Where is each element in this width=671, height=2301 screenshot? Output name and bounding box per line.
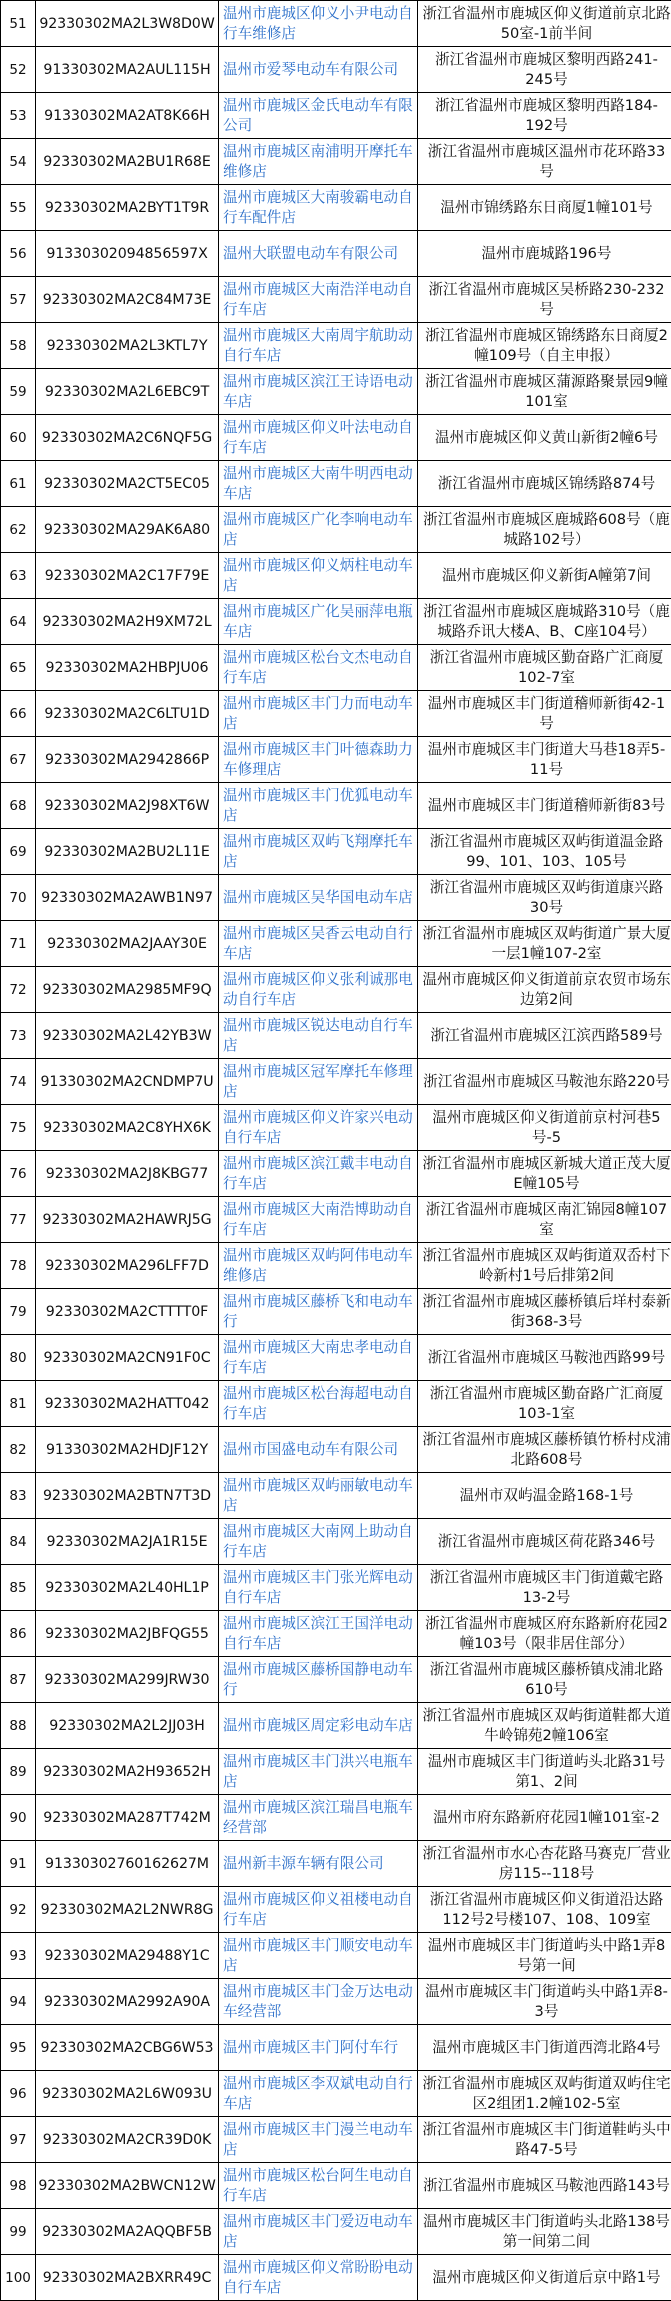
- address-cell: 温州市鹿城区仰义街道前京村河巷5号-5: [418, 1105, 671, 1151]
- table-row: [1, 1565, 671, 1611]
- table-row: [1, 185, 671, 231]
- credit-code-cell: 92330302MA2985MF9Q: [36, 967, 219, 1013]
- credit-code-cell: 92330302MA29488Y1C: [36, 1933, 219, 1979]
- address-cell: 浙江省温州市鹿城区勤奋路广汇商厦102-7室: [418, 645, 671, 691]
- business-name-cell: 温州市鹿城区丰门力而电动车店: [219, 691, 418, 737]
- row-number: 62: [1, 507, 36, 553]
- table-row: [1, 553, 671, 599]
- credit-code-cell: 91330302MA2HDJF12Y: [36, 1427, 219, 1473]
- address-cell: 浙江省温州市鹿城区鹿城路310号（鹿城路乔讯大楼A、B、C座104号）: [418, 599, 671, 645]
- business-name-cell: 温州市鹿城区丰门叶德森助力车修理店: [219, 737, 418, 783]
- business-name-cell: 温州市鹿城区藤桥飞和电动车行: [219, 1289, 418, 1335]
- business-name-cell: 温州市鹿城区仰义炳柱电动车店: [219, 553, 418, 599]
- table-row: [1, 1703, 671, 1749]
- credit-code-cell: 92330302MA2C84M73E: [36, 277, 219, 323]
- business-name-cell: 温州市鹿城区大南周宇航助动自行车店: [219, 323, 418, 369]
- credit-code-cell: 92330302MA2BWCN12W: [36, 2163, 219, 2209]
- business-name-cell: 温州市鹿城区藤桥国静电动车行: [219, 1657, 418, 1703]
- business-name-cell: 温州市鹿城区吴香云电动自行车店: [219, 921, 418, 967]
- credit-code-cell: 92330302MA2BYT1T9R: [36, 185, 219, 231]
- row-number: 52: [1, 47, 36, 93]
- address-cell: 温州市鹿城路196号: [418, 231, 671, 277]
- business-name-cell: 温州市爱琴电动车有限公司: [219, 47, 418, 93]
- row-number: 68: [1, 783, 36, 829]
- address-cell: 温州市鹿城区丰门街道稽师新街42-1号: [418, 691, 671, 737]
- table-row: [1, 1841, 671, 1887]
- row-number: 94: [1, 1979, 36, 2025]
- business-name-cell: 温州市鹿城区双屿阿伟电动车维修店: [219, 1243, 418, 1289]
- credit-code-cell: 92330302MA2L3W8D0W: [36, 1, 219, 47]
- address-cell: 温州市鹿城区丰门街道屿头北路31号第1、2间: [418, 1749, 671, 1795]
- table-row: [1, 277, 671, 323]
- table-row: [1, 2209, 671, 2255]
- address-cell: 浙江省温州市鹿城区勤奋路广汇商厦103-1室: [418, 1381, 671, 1427]
- row-number: 70: [1, 875, 36, 921]
- table-row: [1, 1105, 671, 1151]
- address-cell: 浙江省温州市鹿城区南汇锦园8幢107室: [418, 1197, 671, 1243]
- row-number: 73: [1, 1013, 36, 1059]
- credit-code-cell: 92330302MA2L6EBC9T: [36, 369, 219, 415]
- credit-code-cell: 92330302MA2H9XM72L: [36, 599, 219, 645]
- business-name-cell: 温州市鹿城区广化吴丽萍电瓶车店: [219, 599, 418, 645]
- credit-code-cell: 91330302MA2CNDMP7U: [36, 1059, 219, 1105]
- credit-code-cell: 92330302MA2AQQBF5B: [36, 2209, 219, 2255]
- table-row: [1, 47, 671, 93]
- business-name-cell: 温州市国盛电动车有限公司: [219, 1427, 418, 1473]
- row-number: 67: [1, 737, 36, 783]
- row-number: 71: [1, 921, 36, 967]
- address-cell: 温州市鹿城区丰门街道屿头中路1弄8-3号: [418, 1979, 671, 2025]
- row-number: 81: [1, 1381, 36, 1427]
- credit-code-cell: 92330302MA2C6LTU1D: [36, 691, 219, 737]
- business-name-cell: 温州市鹿城区双屿飞翔摩托车店: [219, 829, 418, 875]
- table-row: [1, 2117, 671, 2163]
- business-name-cell: 温州市鹿城区丰门漫兰电动车店: [219, 2117, 418, 2163]
- address-cell: 浙江省温州市鹿城区温州市花环路33号: [418, 139, 671, 185]
- table-row: [1, 737, 671, 783]
- table-row: [1, 323, 671, 369]
- table-row: [1, 1749, 671, 1795]
- table-row: [1, 1657, 671, 1703]
- table-row: [1, 1, 671, 47]
- address-cell: 浙江省温州市鹿城区府东路新府花园2幢103号（限非居住部分）: [418, 1611, 671, 1657]
- business-name-cell: 温州市鹿城区冠军摩托车修理店: [219, 1059, 418, 1105]
- address-cell: 浙江省温州市鹿城区双屿街道双屿住宅区2组团1.2幢102-5室: [418, 2071, 671, 2117]
- business-name-cell: 温州市鹿城区李双斌电动自行车店: [219, 2071, 418, 2117]
- address-cell: 浙江省温州市鹿城区双屿街道鞋都大道牛岭锦苑2幢106室: [418, 1703, 671, 1749]
- credit-code-cell: 91330302094856597X: [36, 231, 219, 277]
- row-number: 61: [1, 461, 36, 507]
- address-cell: 温州市双屿温金路168-1号: [418, 1473, 671, 1519]
- row-number: 74: [1, 1059, 36, 1105]
- row-number: 79: [1, 1289, 36, 1335]
- business-name-cell: 温州市鹿城区大南骏霸电动自行车配件店: [219, 185, 418, 231]
- row-number: 76: [1, 1151, 36, 1197]
- row-number: 83: [1, 1473, 36, 1519]
- credit-code-cell: 92330302MA2CN91F0C: [36, 1335, 219, 1381]
- table-row: [1, 921, 671, 967]
- business-name-cell: 温州市鹿城区仰义许家兴电动自行车店: [219, 1105, 418, 1151]
- credit-code-cell: 92330302MA2L40HL1P: [36, 1565, 219, 1611]
- credit-code-cell: 92330302MA296LFF7D: [36, 1243, 219, 1289]
- table-row: [1, 1243, 671, 1289]
- row-number: 78: [1, 1243, 36, 1289]
- table-row: [1, 2071, 671, 2117]
- address-cell: 浙江省温州市鹿城区马鞍池西路143号: [418, 2163, 671, 2209]
- address-cell: 浙江省温州市鹿城区锦绣路东日商厦2幢109号（自主申报）: [418, 323, 671, 369]
- business-name-cell: 温州市鹿城区双屿丽敏电动车店: [219, 1473, 418, 1519]
- row-number: 85: [1, 1565, 36, 1611]
- row-number: 90: [1, 1795, 36, 1841]
- address-cell: 浙江省温州市鹿城区马鞍池东路220号: [418, 1059, 671, 1105]
- business-name-cell: 温州市鹿城区仰义常盼盼电动自行车店: [219, 2255, 418, 2301]
- row-number: 64: [1, 599, 36, 645]
- table-row: [1, 93, 671, 139]
- address-cell: 浙江省温州市鹿城区丰门街道鞋屿头中路47-5号: [418, 2117, 671, 2163]
- business-name-cell: 温州市鹿城区丰门张光辉电动自行车店: [219, 1565, 418, 1611]
- row-number: 54: [1, 139, 36, 185]
- table-row: [1, 829, 671, 875]
- address-cell: 浙江省温州市鹿城区吴桥路230-232号: [418, 277, 671, 323]
- credit-code-cell: 92330302MA2CBG6W53: [36, 2025, 219, 2071]
- address-cell: 温州市鹿城区仰义街道后京中路1号: [418, 2255, 671, 2301]
- table-row: [1, 2025, 671, 2071]
- address-cell: 温州市鹿城区丰门街道大马巷18弄5-11号: [418, 737, 671, 783]
- table-row: [1, 1197, 671, 1243]
- address-cell: 浙江省温州市鹿城区藤桥镇后垟村泰新街368-3号: [418, 1289, 671, 1335]
- row-number: 98: [1, 2163, 36, 2209]
- business-name-cell: 温州市鹿城区南浦明开摩托车维修店: [219, 139, 418, 185]
- row-number: 53: [1, 93, 36, 139]
- table-row: [1, 1013, 671, 1059]
- business-name-cell: 温州市鹿城区仰义小尹电动自行车维修店: [219, 1, 418, 47]
- address-cell: 浙江省温州市鹿城区鹿城路608号（鹿城路102号）: [418, 507, 671, 553]
- business-name-cell: 温州市鹿城区丰门顺安电动车店: [219, 1933, 418, 1979]
- business-name-cell: 温州市鹿城区大南网上助动自行车店: [219, 1519, 418, 1565]
- credit-code-cell: 92330302MA2L6W093U: [36, 2071, 219, 2117]
- row-number: 88: [1, 1703, 36, 1749]
- business-name-cell: 温州市鹿城区松台海超电动自行车店: [219, 1381, 418, 1427]
- business-name-cell: 温州市鹿城区广化李响电动车店: [219, 507, 418, 553]
- table-row: [1, 507, 671, 553]
- table-row: [1, 691, 671, 737]
- row-number: 63: [1, 553, 36, 599]
- business-name-cell: 温州市鹿城区滨江戴丰电动自行车店: [219, 1151, 418, 1197]
- credit-code-cell: 92330302MA2CTTTT0F: [36, 1289, 219, 1335]
- row-number: 58: [1, 323, 36, 369]
- credit-code-cell: 92330302MA2CR39D0K: [36, 2117, 219, 2163]
- address-cell: 浙江省温州市鹿城区仰义街道前京北路50室-1前半间: [418, 1, 671, 47]
- address-cell: 浙江省温州市鹿城区江滨西路589号: [418, 1013, 671, 1059]
- business-name-cell: 温州市鹿城区金氏电动车有限公司: [219, 93, 418, 139]
- row-number: 60: [1, 415, 36, 461]
- business-name-cell: 温州市鹿城区丰门阿付车行: [219, 2025, 418, 2071]
- row-number: 96: [1, 2071, 36, 2117]
- credit-code-cell: 92330302MA2L42YB3W: [36, 1013, 219, 1059]
- address-cell: 浙江省温州市鹿城区仰义街道沿达路112号2号楼107、108、109室: [418, 1887, 671, 1933]
- address-cell: 温州市鹿城区仰义黄山新街2幢6号: [418, 415, 671, 461]
- address-cell: 温州市鹿城区仰义新街A幢第7间: [418, 553, 671, 599]
- table-row: [1, 231, 671, 277]
- table-row: [1, 1519, 671, 1565]
- address-cell: 浙江省温州市鹿城区蒲源路聚景园9幢101室: [418, 369, 671, 415]
- credit-code-cell: 92330302MA2L2NWR8G: [36, 1887, 219, 1933]
- address-cell: 浙江省温州市鹿城区双屿街道温金路99、101、103、105号: [418, 829, 671, 875]
- table-row: [1, 1979, 671, 2025]
- credit-code-cell: 92330302MA2L2JJ03H: [36, 1703, 219, 1749]
- credit-code-cell: 92330302MA2BTN7T3D: [36, 1473, 219, 1519]
- row-number: 66: [1, 691, 36, 737]
- table-row: [1, 645, 671, 691]
- business-name-cell: 温州市鹿城区仰义祖楼电动自行车店: [219, 1887, 418, 1933]
- credit-code-cell: 92330302MA2992A90A: [36, 1979, 219, 2025]
- address-cell: 浙江省温州市鹿城区荷花路346号: [418, 1519, 671, 1565]
- address-cell: 浙江省温州市鹿城区新城大道正茂大厦E幢105号: [418, 1151, 671, 1197]
- credit-code-cell: 92330302MA2BU2L11E: [36, 829, 219, 875]
- address-cell: 浙江省温州市鹿城区双屿街道康兴路30号: [418, 875, 671, 921]
- table-row: [1, 1887, 671, 1933]
- credit-code-cell: 92330302MA2CT5EC05: [36, 461, 219, 507]
- business-name-cell: 温州市鹿城区滨江王国洋电动自行车店: [219, 1611, 418, 1657]
- table-row: [1, 1933, 671, 1979]
- credit-code-cell: 92330302MA2J8KBG77: [36, 1151, 219, 1197]
- row-number: 95: [1, 2025, 36, 2071]
- address-cell: 温州市鹿城区丰门街道屿头中路1弄8号第一间: [418, 1933, 671, 1979]
- credit-code-cell: 92330302MA287T742M: [36, 1795, 219, 1841]
- row-number: 92: [1, 1887, 36, 1933]
- credit-code-cell: 92330302MA2942866P: [36, 737, 219, 783]
- address-cell: 浙江省温州市鹿城区藤桥镇戍浦北路610号: [418, 1657, 671, 1703]
- table-row: [1, 2163, 671, 2209]
- row-number: 100: [1, 2255, 36, 2301]
- row-number: 75: [1, 1105, 36, 1151]
- credit-code-cell: 91330302MA2AT8K66H: [36, 93, 219, 139]
- table-row: [1, 1427, 671, 1473]
- row-number: 57: [1, 277, 36, 323]
- credit-code-cell: 92330302MA2HBPJU06: [36, 645, 219, 691]
- address-cell: 浙江省温州市鹿城区双屿街道双岙村下岭新村1号后排第2间: [418, 1243, 671, 1289]
- credit-code-cell: 92330302MA2BXRR49C: [36, 2255, 219, 2301]
- table-row: [1, 1059, 671, 1105]
- address-cell: 温州市鹿城区仰义街道前京农贸市场东边第2间: [418, 967, 671, 1013]
- table-row: [1, 415, 671, 461]
- business-name-cell: 温州市鹿城区仰义张利诚那电动自行车店: [219, 967, 418, 1013]
- address-cell: 浙江省温州市鹿城区锦绣路874号: [418, 461, 671, 507]
- business-name-cell: 温州市鹿城区锐达电动自行车店: [219, 1013, 418, 1059]
- business-name-cell: 温州市鹿城区丰门金万达电动车经营部: [219, 1979, 418, 2025]
- credit-code-cell: 92330302MA2HATT042: [36, 1381, 219, 1427]
- credit-code-cell: 92330302MA299JRW30: [36, 1657, 219, 1703]
- business-name-cell: 温州市鹿城区大南浩博助动自行车店: [219, 1197, 418, 1243]
- business-name-cell: 温州市鹿城区松台阿生电动自行车店: [219, 2163, 418, 2209]
- address-cell: 温州市鹿城区丰门街道稽师新街83号: [418, 783, 671, 829]
- address-cell: 浙江省温州市鹿城区丰门街道戴宅路13-2号: [418, 1565, 671, 1611]
- table-row: [1, 967, 671, 1013]
- table-row: [1, 369, 671, 415]
- row-number: 55: [1, 185, 36, 231]
- row-number: 51: [1, 1, 36, 47]
- row-number: 89: [1, 1749, 36, 1795]
- row-number: 69: [1, 829, 36, 875]
- credit-code-cell: 92330302MA2BU1R68E: [36, 139, 219, 185]
- credit-code-cell: 92330302MA2HAWRJ5G: [36, 1197, 219, 1243]
- row-number: 91: [1, 1841, 36, 1887]
- business-name-cell: 温州市鹿城区滨江瑞昌电瓶车经营部: [219, 1795, 418, 1841]
- row-number: 72: [1, 967, 36, 1013]
- table-row: [1, 2255, 671, 2301]
- table-row: [1, 1151, 671, 1197]
- credit-code-cell: 92330302MA2JAAY30E: [36, 921, 219, 967]
- address-cell: 温州市鹿城区丰门街道西湾北路4号: [418, 2025, 671, 2071]
- table-row: [1, 139, 671, 185]
- credit-code-cell: 92330302MA2H93652H: [36, 1749, 219, 1795]
- business-name-cell: 温州市鹿城区丰门爱迈电动车店: [219, 2209, 418, 2255]
- business-name-cell: 温州市鹿城区仰义叶法电动自行车店: [219, 415, 418, 461]
- table-row: [1, 1473, 671, 1519]
- credit-code-cell: 92330302MA2L3KTL7Y: [36, 323, 219, 369]
- credit-code-cell: 92330302MA2C6NQF5G: [36, 415, 219, 461]
- row-number: 87: [1, 1657, 36, 1703]
- table-row: [1, 461, 671, 507]
- table-row: [1, 1289, 671, 1335]
- address-cell: 浙江省温州市鹿城区马鞍池西路99号: [418, 1335, 671, 1381]
- row-number: 93: [1, 1933, 36, 1979]
- row-number: 97: [1, 2117, 36, 2163]
- business-name-cell: 温州市鹿城区大南忠孝电动自行车店: [219, 1335, 418, 1381]
- business-name-cell: 温州新丰源车辆有限公司: [219, 1841, 418, 1887]
- business-name-cell: 温州市鹿城区丰门优狐电动车店: [219, 783, 418, 829]
- row-number: 65: [1, 645, 36, 691]
- row-number: 99: [1, 2209, 36, 2255]
- credit-code-cell: 92330302MA2JA1R15E: [36, 1519, 219, 1565]
- address-cell: 温州市鹿城区丰门街道屿头北路138号第一间第二间: [418, 2209, 671, 2255]
- table-row: [1, 1335, 671, 1381]
- row-number: 59: [1, 369, 36, 415]
- credit-code-cell: 92330302MA2C8YHX6K: [36, 1105, 219, 1151]
- credit-code-cell: 92330302MA2AWB1N97: [36, 875, 219, 921]
- credit-code-cell: 92330302MA2JBFQG55: [36, 1611, 219, 1657]
- credit-code-cell: 92330302MA29AK6A80: [36, 507, 219, 553]
- table-row: [1, 599, 671, 645]
- table-row: [1, 1611, 671, 1657]
- credit-code-cell: 91330302MA2AUL115H: [36, 47, 219, 93]
- row-number: 56: [1, 231, 36, 277]
- row-number: 86: [1, 1611, 36, 1657]
- table-body: [1, 1, 671, 2301]
- business-name-cell: 温州市鹿城区周定彩电动车店: [219, 1703, 418, 1749]
- business-name-cell: 温州市鹿城区大南牛明西电动车店: [219, 461, 418, 507]
- address-cell: 温州市府东路新府花园1幢101室-2: [418, 1795, 671, 1841]
- address-cell: 浙江省温州市鹿城区黎明西路241-245号: [418, 47, 671, 93]
- business-name-cell: 温州市鹿城区大南浩洋电动自行车店: [219, 277, 418, 323]
- credit-code-cell: 92330302MA2J98XT6W: [36, 783, 219, 829]
- credit-code-cell: 91330302760162627M: [36, 1841, 219, 1887]
- row-number: 77: [1, 1197, 36, 1243]
- address-cell: 温州市锦绣路东日商厦1幢101号: [418, 185, 671, 231]
- credit-code-cell: 92330302MA2C17F79E: [36, 553, 219, 599]
- address-cell: 浙江省温州市鹿城区藤桥镇竹桥村戍浦北路608号: [418, 1427, 671, 1473]
- table-row: [1, 875, 671, 921]
- table-row: [1, 1381, 671, 1427]
- business-name-cell: 温州市鹿城区丰门洪兴电瓶车店: [219, 1749, 418, 1795]
- address-cell: 浙江省温州市鹿城区双屿街道广景大厦一层1幢107-2室: [418, 921, 671, 967]
- table-row: [1, 783, 671, 829]
- address-cell: 浙江省温州市水心杏花路马赛克厂营业房115--118号: [418, 1841, 671, 1887]
- address-cell: 浙江省温州市鹿城区黎明西路184-192号: [418, 93, 671, 139]
- business-name-cell: 温州市鹿城区松台文杰电动自行车店: [219, 645, 418, 691]
- business-name-cell: 温州大联盟电动车有限公司: [219, 231, 418, 277]
- business-name-cell: 温州市鹿城区滨江王诗语电动车店: [219, 369, 418, 415]
- row-number: 80: [1, 1335, 36, 1381]
- row-number: 84: [1, 1519, 36, 1565]
- table-row: [1, 1795, 671, 1841]
- business-name-cell: 温州市鹿城区吴华国电动车店: [219, 875, 418, 921]
- row-number: 82: [1, 1427, 36, 1473]
